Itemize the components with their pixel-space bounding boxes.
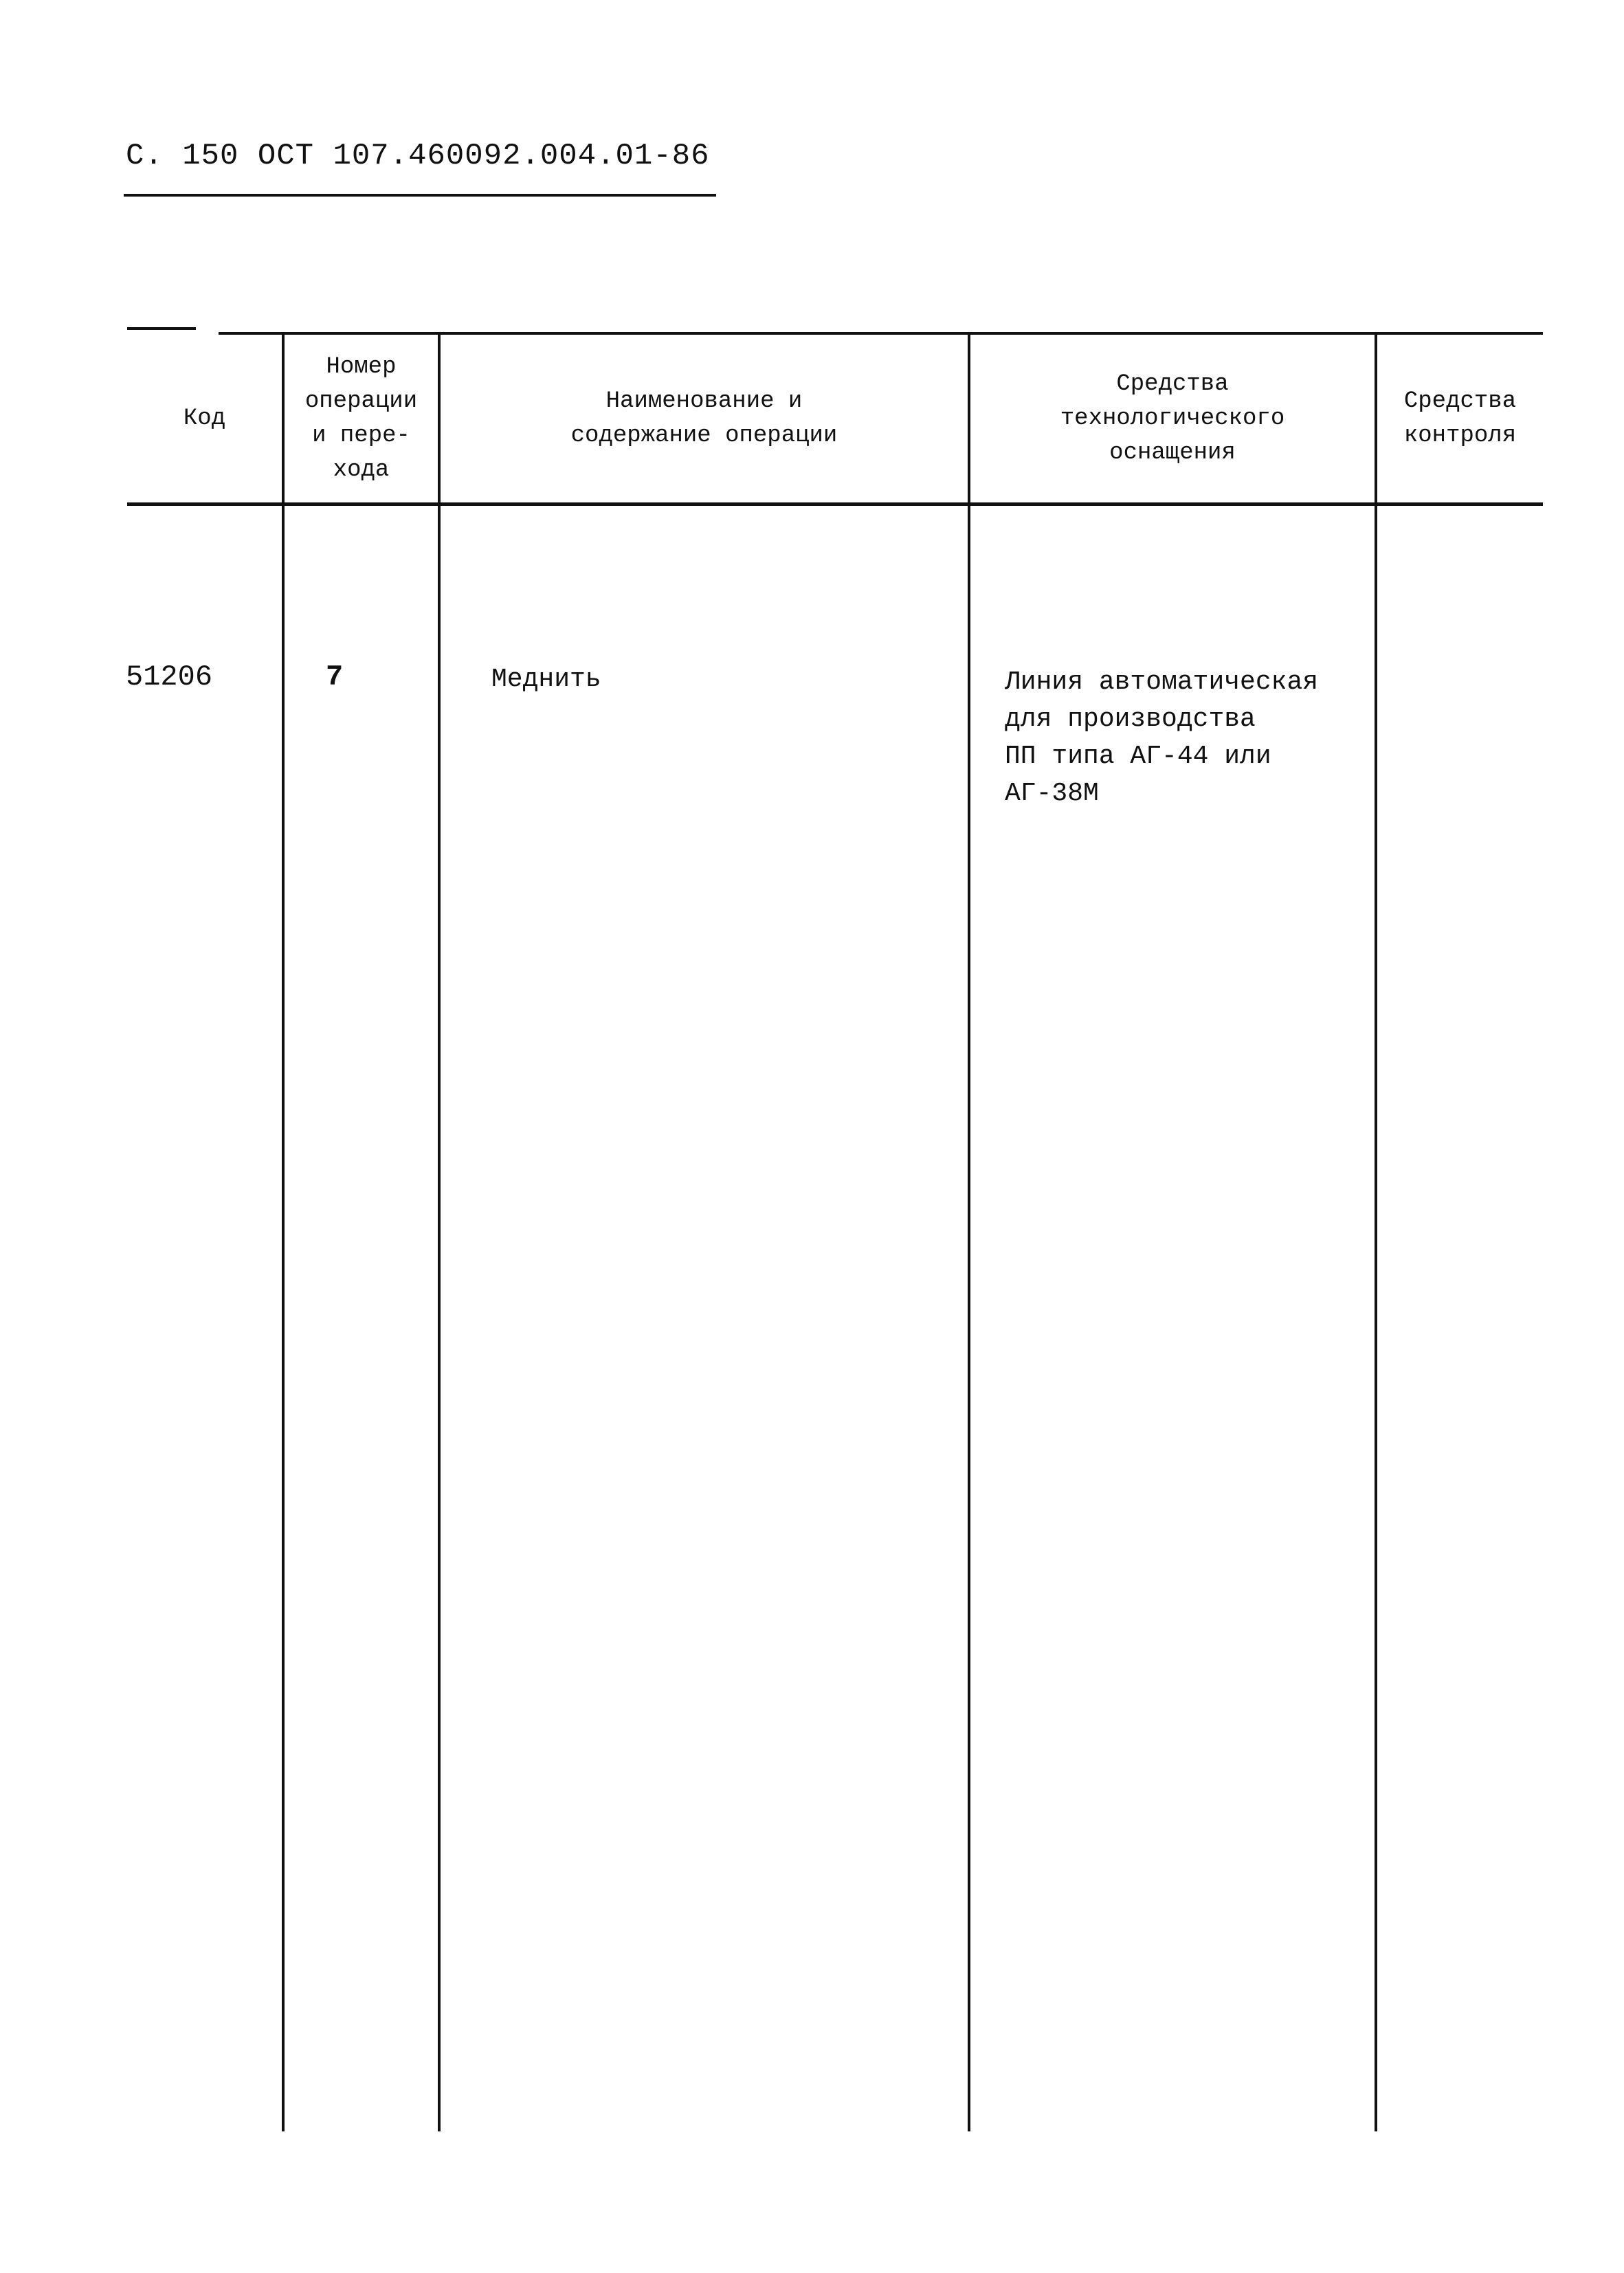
column-divider-1 (282, 332, 285, 2131)
cell-operation: Меднить (491, 665, 601, 694)
table-header-bottom-rule (127, 502, 1543, 506)
column-divider-3 (968, 332, 970, 2131)
column-header-op-number: Номер операции и пере- хода (304, 354, 418, 483)
cell-code: 51206 (126, 661, 213, 694)
cell-equipment: Линия автоматическая для производства ПП типа АГ-44 или АГ-38М (1005, 667, 1319, 808)
column-divider-4 (1375, 332, 1377, 2131)
page-header: С. 150 ОСТ 107.460092.004.01-86 (126, 139, 710, 173)
column-header-control: Средства контроля (1403, 388, 1517, 449)
column-header-equipment: Средства технологического оснащения (1060, 371, 1285, 466)
page-header-underline (124, 194, 716, 197)
cell-op-number: 7 (326, 661, 344, 694)
column-header-operation: Наименование и содержание операции (570, 388, 838, 449)
column-header-code: Код (183, 406, 226, 432)
column-divider-2 (438, 332, 441, 2131)
table-top-rule-short (127, 327, 196, 330)
